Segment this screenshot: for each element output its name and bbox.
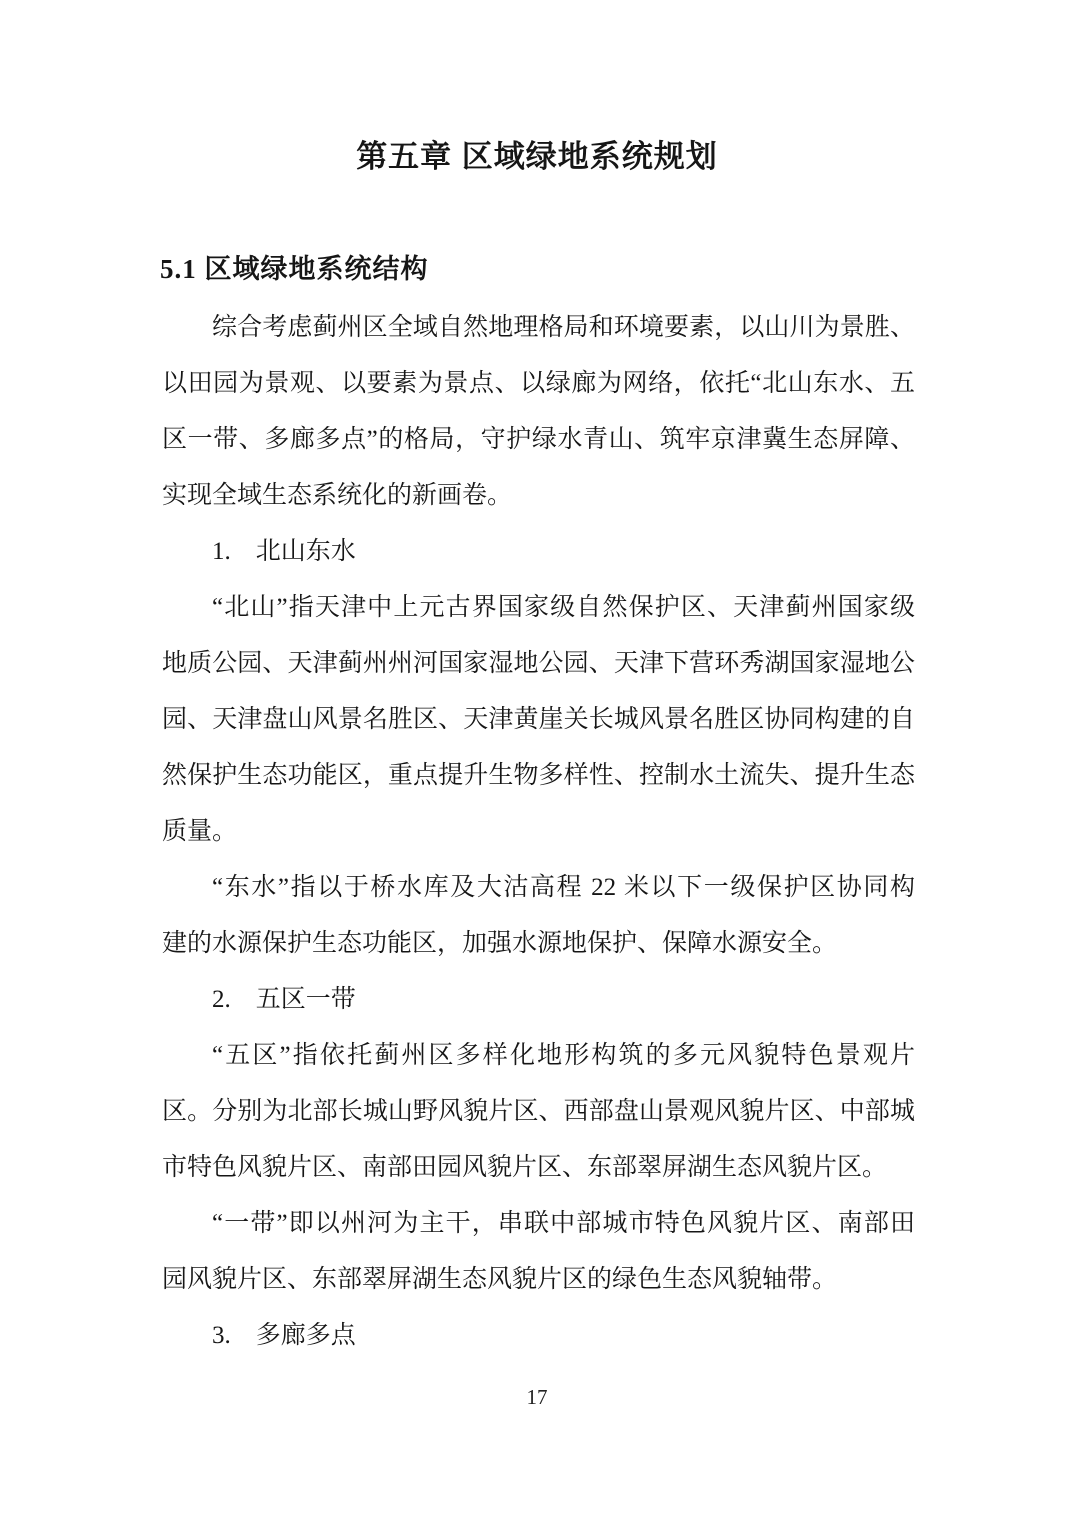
paragraph-line: 区一带、多廊多点”的格局，守护绿水青山、筑牢京津冀生态屏障、: [162, 426, 915, 453]
paragraph-line: 市特色风貌片区、南部田园风貌片区、东部翠屏湖生态风貌片区。: [162, 1154, 888, 1181]
paragraph-line: 质量。: [162, 818, 238, 845]
paragraph-line: 区。分别为北部长城山野风貌片区、西部盘山景观风貌片区、中部城: [162, 1098, 915, 1125]
paragraph-line: “一带”即以州河为主干，串联中部城市特色风貌片区、南部田: [212, 1210, 915, 1237]
paragraph-line: 实现全域生态系统化的新画卷。: [162, 482, 513, 509]
paragraph-line: 以田园为景观、以要素为景点、以绿廊为网络，依托“北山东水、五: [162, 370, 915, 397]
paragraph-line: 建的水源保护生态功能区，加强水源地保护、保障水源安全。: [162, 930, 838, 957]
paragraph-line: 园风貌片区、东部翠屏湖生态风貌片区的绿色生态风貌轴带。: [162, 1266, 838, 1293]
section-heading: 5.1 区域绿地系统结构: [160, 254, 429, 284]
paragraph-line: 园、天津盘山风景名胜区、天津黄崖关长城风景名胜区协同构建的自: [162, 706, 915, 733]
list-item-heading: 1. 北山东水: [212, 538, 356, 565]
list-item-heading: 2. 五区一带: [212, 986, 356, 1013]
chapter-title: 第五章 区域绿地系统规划: [356, 139, 718, 174]
list-item-heading: 3. 多廊多点: [212, 1322, 356, 1349]
paragraph-line: “北山”指天津中上元古界国家级自然保护区、天津蓟州国家级: [212, 594, 915, 621]
paragraph-line: “五区”指依托蓟州区多样化地形构筑的多元风貌特色景观片: [212, 1042, 915, 1069]
paragraph-line: “东水”指以于桥水库及大沽高程 22 米以下一级保护区协同构: [212, 874, 915, 901]
paragraph-line: 然保护生态功能区，重点提升生物多样性、控制水土流失、提升生态: [162, 762, 915, 789]
paragraph-line: 地质公园、天津蓟州州河国家湿地公园、天津下营环秀湖国家湿地公: [162, 650, 915, 677]
paragraph-line: 综合考虑蓟州区全域自然地理格局和环境要素，以山川为景胜、: [212, 314, 915, 341]
page-number: 17: [526, 1385, 548, 1409]
body-text: [162, 300, 915, 1364]
